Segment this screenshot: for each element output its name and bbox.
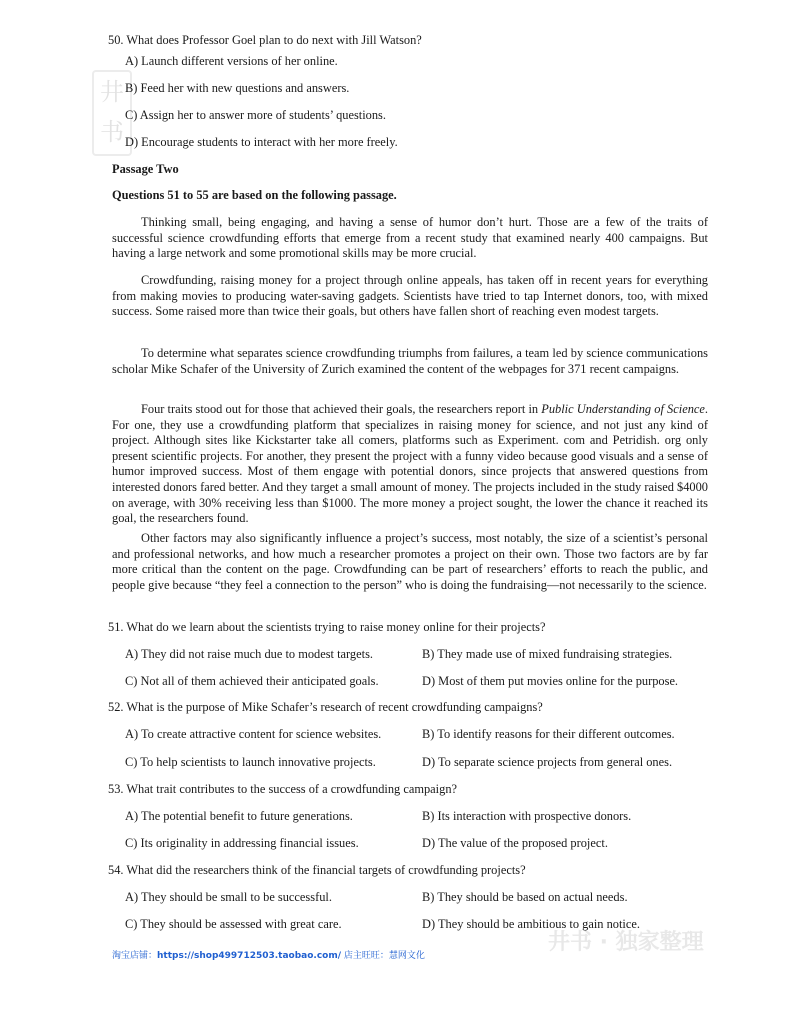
- q54-option-c: C) They should be assessed with great care.: [125, 917, 342, 931]
- side-watermark: 井 书: [92, 70, 132, 156]
- paragraph-5-text: Other factors may also significantly influence a project’s success, most notably, the size of a scientist’s personal and professional networks, and how much a researcher promotes a project on their own. Those two factors are by far more critical than the content on the page. Crowdfunding can be part of researchers’ efforts to reach the public, and people give because “they feel a connection to the person” who is doing the fundraising—not necessarily to the science.: [112, 531, 708, 592]
- q53-option-d: D) The value of the proposed project.: [422, 836, 608, 850]
- question-53: 53. What trait contributes to the success of a crowdfunding campaign?: [108, 782, 458, 796]
- wangwang-label: 店主旺旺：慧网文化: [343, 951, 425, 961]
- paragraph-4-text: . For one, they use a crowdfunding platform that specializes in raising money for science, and not just any kind of project. Although sites like Kickstarter take all comers, platforms such as Experiment. com and Petridish. org only present scientific projects. For another, they present the project with a funny video because good visuals and a sense of humor improved success. Most of them engage with potential donors, since projects that answered questions from interested donors fared better. And they target a small amount of money. The projects included in the study raised $4000 on average, with 30% receiving less than $1000. The more money a project sought, the lower the chance it reached its goal, the researchers found.: [112, 402, 708, 526]
- paragraph-1-text: Thinking small, being engaging, and having a sense of humor don’t hurt. Those are a few of the traits of successful science crowdfunding efforts that emerge from a recent study that examined nearly 400 campaigns. But having a large network and some promotional skills may be more crucial.: [112, 215, 708, 261]
- q51-option-b: B) They made use of mixed fundraising strategies.: [422, 647, 673, 661]
- paragraph-2-text: Crowdfunding, raising money for a project through online appeals, has taken off in recent years for everything from making movies to producing water-saving gadgets. Scientists have tried to tap Internet donors, too, with mixed success. Some raised more than twice their goals, but others have fallen short of reaching even modest targets.: [112, 273, 708, 319]
- question-54: 54. What did the researchers think of the financial targets of crowdfunding projects?: [108, 863, 526, 877]
- question-50: 50. What does Professor Goel plan to do next with Jill Watson?: [108, 33, 422, 47]
- q53-option-a: A) The potential benefit to future generations.: [125, 809, 353, 823]
- journal-title: Public Understanding of Science: [541, 402, 705, 416]
- q51-option-c: C) Not all of them achieved their anticipated goals.: [125, 674, 379, 688]
- paragraph-4-intro: Four traits stood out for those that achieved their goals, the researchers report in: [141, 402, 542, 416]
- q50-option-a: A) Launch different versions of her online.: [125, 54, 338, 68]
- q52-option-c: C) To help scientists to launch innovative projects.: [125, 755, 376, 769]
- q51-option-a: A) They did not raise much due to modest targets.: [125, 647, 373, 661]
- paragraph-3: [112, 346, 708, 377]
- q54-option-b: B) They should be based on actual needs.: [422, 890, 628, 904]
- question-52: 52. What is the purpose of Mike Schafer’s research of recent crowdfunding campaigns?: [108, 700, 543, 714]
- q51-option-d: D) Most of them put movies online for the purpose.: [422, 674, 679, 688]
- passage-title: Passage Two: [112, 162, 179, 176]
- q52-option-b: B) To identify reasons for their different outcomes.: [422, 727, 675, 741]
- q50-option-b: B) Feed her with new questions and answers.: [125, 81, 350, 95]
- paragraph-3-text: To determine what separates science crowdfunding triumphs from failures, a team led by science communications scholar Mike Schafer of the University of Zurich examined the content of the webpages for 371 recent campaigns.: [112, 346, 708, 376]
- paragraph-5: [112, 531, 708, 593]
- shop-label: 淘宝店铺：: [112, 951, 158, 961]
- paragraph-4: [112, 402, 708, 527]
- q52-option-a: A) To create attractive content for science websites.: [125, 727, 382, 741]
- paragraph-1: [112, 215, 708, 262]
- paragraph-2: [112, 273, 708, 320]
- q53-option-b: B) Its interaction with prospective donors.: [422, 809, 632, 823]
- shop-link[interactable]: https://shop499712503.taobao.com/: [157, 951, 342, 961]
- footer: [112, 949, 425, 965]
- q54-option-a: A) They should be small to be successful.: [125, 890, 332, 904]
- q52-option-d: D) To separate science projects from general ones.: [422, 755, 673, 769]
- bottom-watermark: 井书 · 独家整理: [548, 930, 704, 955]
- q50-option-d: D) Encourage students to interact with her more freely.: [125, 135, 398, 149]
- q53-option-c: C) Its originality in addressing financial issues.: [125, 836, 359, 850]
- passage-instruction: Questions 51 to 55 are based on the following passage.: [112, 188, 397, 202]
- q54-option-d: D) They should be ambitious to gain notice.: [422, 917, 640, 931]
- q50-option-c: C) Assign her to answer more of students’ questions.: [125, 108, 386, 122]
- question-51: 51. What do we learn about the scientists trying to raise money online for their projects?: [108, 620, 546, 634]
